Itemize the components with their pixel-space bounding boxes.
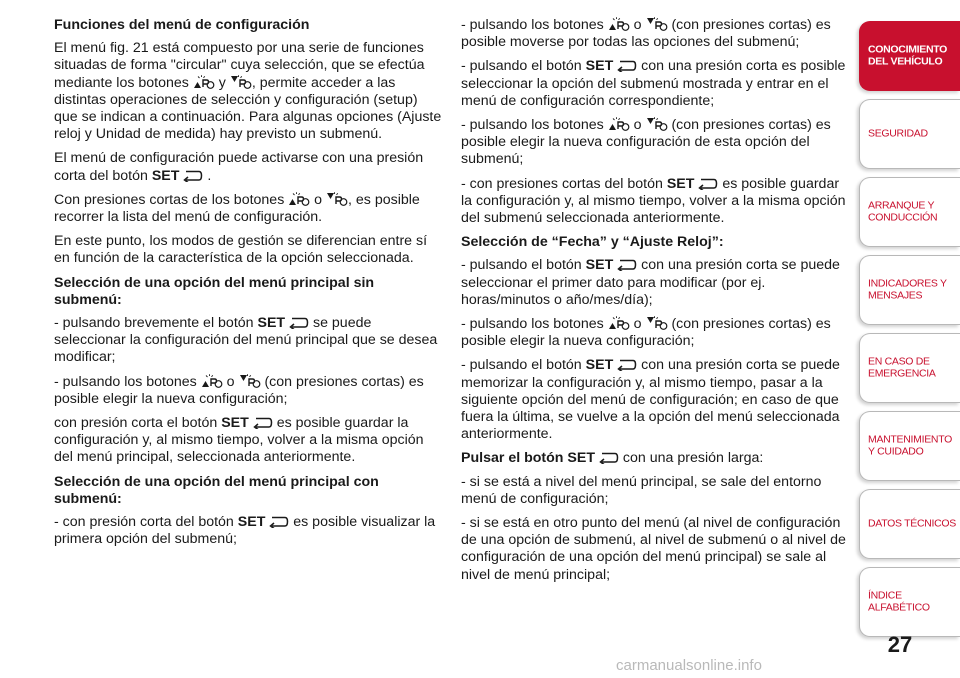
text: Con presiones cortas de los botones bbox=[54, 191, 289, 208]
text: con una presión corta se puede memorizar la configuración y, al mismo tiempo, pasar a la siguiente opción del menú de configuración; en caso de que fuera la última, se vuelve a la opción del menú seleccionada anteriormente. bbox=[461, 357, 840, 443]
set-label: SET bbox=[585, 58, 614, 75]
paragraph: En este punto, los modos de gestión se diferencian entre sí en función de la característica de la opción seleccionada. bbox=[54, 233, 428, 267]
tab-arranque-y-conduccion[interactable] bbox=[859, 177, 960, 247]
text: (con presiones cortas) es posible moverse por todas las opciones del submenú; bbox=[461, 17, 831, 51]
text: con una presión corta es posible seleccionar la opción del submenú mostrada y entrar en el menú de configuración correspondiente; bbox=[461, 58, 846, 109]
set-label: SET bbox=[257, 315, 286, 332]
tab-label: DATOS TÉCNICOS bbox=[868, 517, 956, 530]
up-button-icon bbox=[608, 17, 630, 31]
paragraph bbox=[54, 192, 442, 226]
text: es posible guardar la configuración y, al mismo tiempo, volver a la misma opción del menú principal, seleccionada anteriormente. bbox=[54, 415, 424, 466]
paragraph bbox=[461, 117, 848, 169]
set-label: SET bbox=[585, 357, 614, 374]
text: o bbox=[310, 191, 327, 208]
down-button-icon bbox=[239, 374, 261, 388]
subsection-heading: Selección de “Fecha” y “Ajuste Reloj”: bbox=[461, 234, 724, 251]
text: - pulsando los botones bbox=[461, 316, 608, 333]
watermark: carmanualsonline.info bbox=[616, 657, 762, 674]
set-label: SET bbox=[237, 514, 266, 531]
text: o bbox=[629, 17, 646, 33]
tab-datos-tecnicos[interactable] bbox=[859, 489, 960, 559]
tab-label: CONOCIMIENTO DEL VEHÍCULO bbox=[868, 43, 948, 67]
up-button-icon bbox=[193, 75, 215, 89]
text: es posible guardar la configuración y, al mismo tiempo, volver a la misma opción del submenú seleccionada anteriormente. bbox=[461, 175, 846, 227]
text: - pulsando los botones bbox=[461, 17, 608, 33]
set-button-icon bbox=[617, 359, 637, 371]
paragraph bbox=[461, 176, 848, 228]
tab-indicadores-y-mensajes[interactable] bbox=[859, 255, 960, 325]
text: - pulsando el botón bbox=[461, 58, 586, 75]
text: (con presiones cortas) es posible elegir la nueva configuración; bbox=[54, 373, 424, 407]
paragraph bbox=[461, 17, 848, 51]
subsection-heading: Selección de una opción del menú principal sin submenú: bbox=[54, 274, 375, 308]
set-label: SET bbox=[666, 175, 695, 192]
text: - pulsando brevemente el botón bbox=[54, 315, 258, 332]
subsection-heading: Selección de una opción del menú principal con submenú: bbox=[54, 473, 379, 507]
down-button-icon bbox=[326, 192, 348, 206]
subsection-heading bbox=[461, 450, 848, 467]
tab-mantenimiento-y-cuidado[interactable] bbox=[859, 411, 960, 481]
up-button-icon bbox=[608, 316, 630, 330]
left-column bbox=[54, 17, 442, 555]
paragraph bbox=[461, 357, 848, 443]
down-button-icon bbox=[646, 117, 668, 131]
text: con una presión corta se puede seleccionar el primer dato para modificar (por ej. horas/minutos o año/mes/día); bbox=[461, 257, 840, 308]
text: , permite acceder a las distintas operaciones de selección y configuración (setup) que se indican a continuación. Para algunas opciones (Ajuste reloj y Unidad de medida) hay previsto un submenú. bbox=[54, 74, 442, 143]
paragraph bbox=[54, 415, 442, 467]
tab-label: ARRANQUE Y CONDUCCIÓN bbox=[868, 199, 938, 223]
tab-en-caso-de-emergencia[interactable] bbox=[859, 333, 960, 403]
set-label: SET bbox=[151, 167, 180, 184]
text: se puede seleccionar la configuración del menú principal que se desea modificar; bbox=[54, 315, 438, 366]
tab-indice-alfabetico[interactable] bbox=[859, 567, 960, 637]
text: o bbox=[629, 316, 646, 333]
text: - con presiones cortas del botón bbox=[461, 175, 667, 192]
text: (con presiones cortas) es posible elegir la nueva configuración; bbox=[461, 316, 831, 350]
tab-label: ÍNDICE ALFABÉTICO bbox=[868, 589, 930, 613]
text: es posible visualizar la primera opción del submenú; bbox=[54, 514, 436, 548]
down-button-icon bbox=[646, 17, 668, 31]
text: o bbox=[222, 373, 239, 390]
text: - pulsando los botones bbox=[54, 373, 201, 390]
up-button-icon bbox=[201, 374, 223, 388]
tab-label: EN CASO DE EMERGENCIA bbox=[868, 355, 936, 379]
tab-conocimiento-del-vehiculo[interactable] bbox=[859, 21, 960, 91]
page-number: 27 bbox=[887, 632, 913, 657]
text: - pulsando el botón bbox=[461, 357, 586, 374]
paragraph bbox=[54, 150, 442, 184]
text: con una presión larga: bbox=[618, 450, 764, 467]
set-button-icon bbox=[253, 417, 273, 429]
paragraph bbox=[461, 316, 848, 350]
text: - con presión corta del botón bbox=[54, 514, 238, 531]
tab-label: SEGURIDAD bbox=[868, 127, 928, 140]
set-label: SET bbox=[585, 257, 614, 274]
tab-seguridad[interactable] bbox=[859, 99, 960, 169]
set-button-icon bbox=[183, 170, 203, 182]
up-button-icon bbox=[608, 117, 630, 131]
set-button-icon bbox=[269, 516, 289, 528]
paragraph bbox=[54, 374, 442, 408]
paragraph bbox=[54, 514, 442, 548]
text: - pulsando los botones bbox=[461, 117, 608, 134]
tab-label: MANTENIMIENTO Y CUIDADO bbox=[868, 433, 952, 457]
down-button-icon bbox=[230, 75, 252, 89]
paragraph bbox=[461, 257, 848, 309]
paragraph bbox=[54, 315, 442, 367]
chapter-tabs bbox=[859, 21, 960, 645]
up-button-icon bbox=[288, 192, 310, 206]
text: , es posible recorrer la lista del menú de configuración. bbox=[54, 191, 420, 226]
text: Pulsar el botón SET bbox=[461, 450, 596, 467]
text: El menú de configuración puede activarse con una presión corta del botón bbox=[54, 150, 424, 184]
text: (con presiones cortas) es posible elegir la nueva configuración de esta opción del submenú; bbox=[461, 117, 831, 168]
paragraph: - si se está en otro punto del menú (al nivel de configuración de una opción de submenú, al nivel de submenú o al nivel de configuración de una opción del menú principal) se sale al nivel de menú principal; bbox=[461, 515, 846, 583]
text: con presión corta el botón bbox=[54, 415, 222, 432]
down-button-icon bbox=[646, 316, 668, 330]
section-title: Funciones del menú de configuración bbox=[54, 17, 310, 33]
text: y bbox=[214, 74, 230, 91]
text: - pulsando el botón bbox=[461, 257, 586, 274]
paragraph bbox=[461, 58, 848, 110]
text: . bbox=[207, 167, 212, 184]
text: El menú fig. 21 está compuesto por una serie de funciones situadas de forma "circular" cuya selección, que se efectúa mediante los botones bbox=[54, 40, 425, 91]
paragraph: - si se está a nivel del menú principal, se sale del entorno menú de configuración; bbox=[461, 473, 822, 507]
set-button-icon bbox=[289, 317, 309, 329]
set-button-icon bbox=[698, 178, 718, 190]
paragraph bbox=[54, 40, 442, 143]
text: o bbox=[629, 117, 646, 134]
right-column bbox=[461, 17, 848, 591]
set-button-icon bbox=[617, 259, 637, 271]
tab-label: INDICADORES Y MENSAJES bbox=[868, 277, 947, 301]
set-button-icon bbox=[599, 452, 619, 464]
set-button-icon bbox=[617, 60, 637, 72]
set-label: SET bbox=[221, 415, 249, 432]
